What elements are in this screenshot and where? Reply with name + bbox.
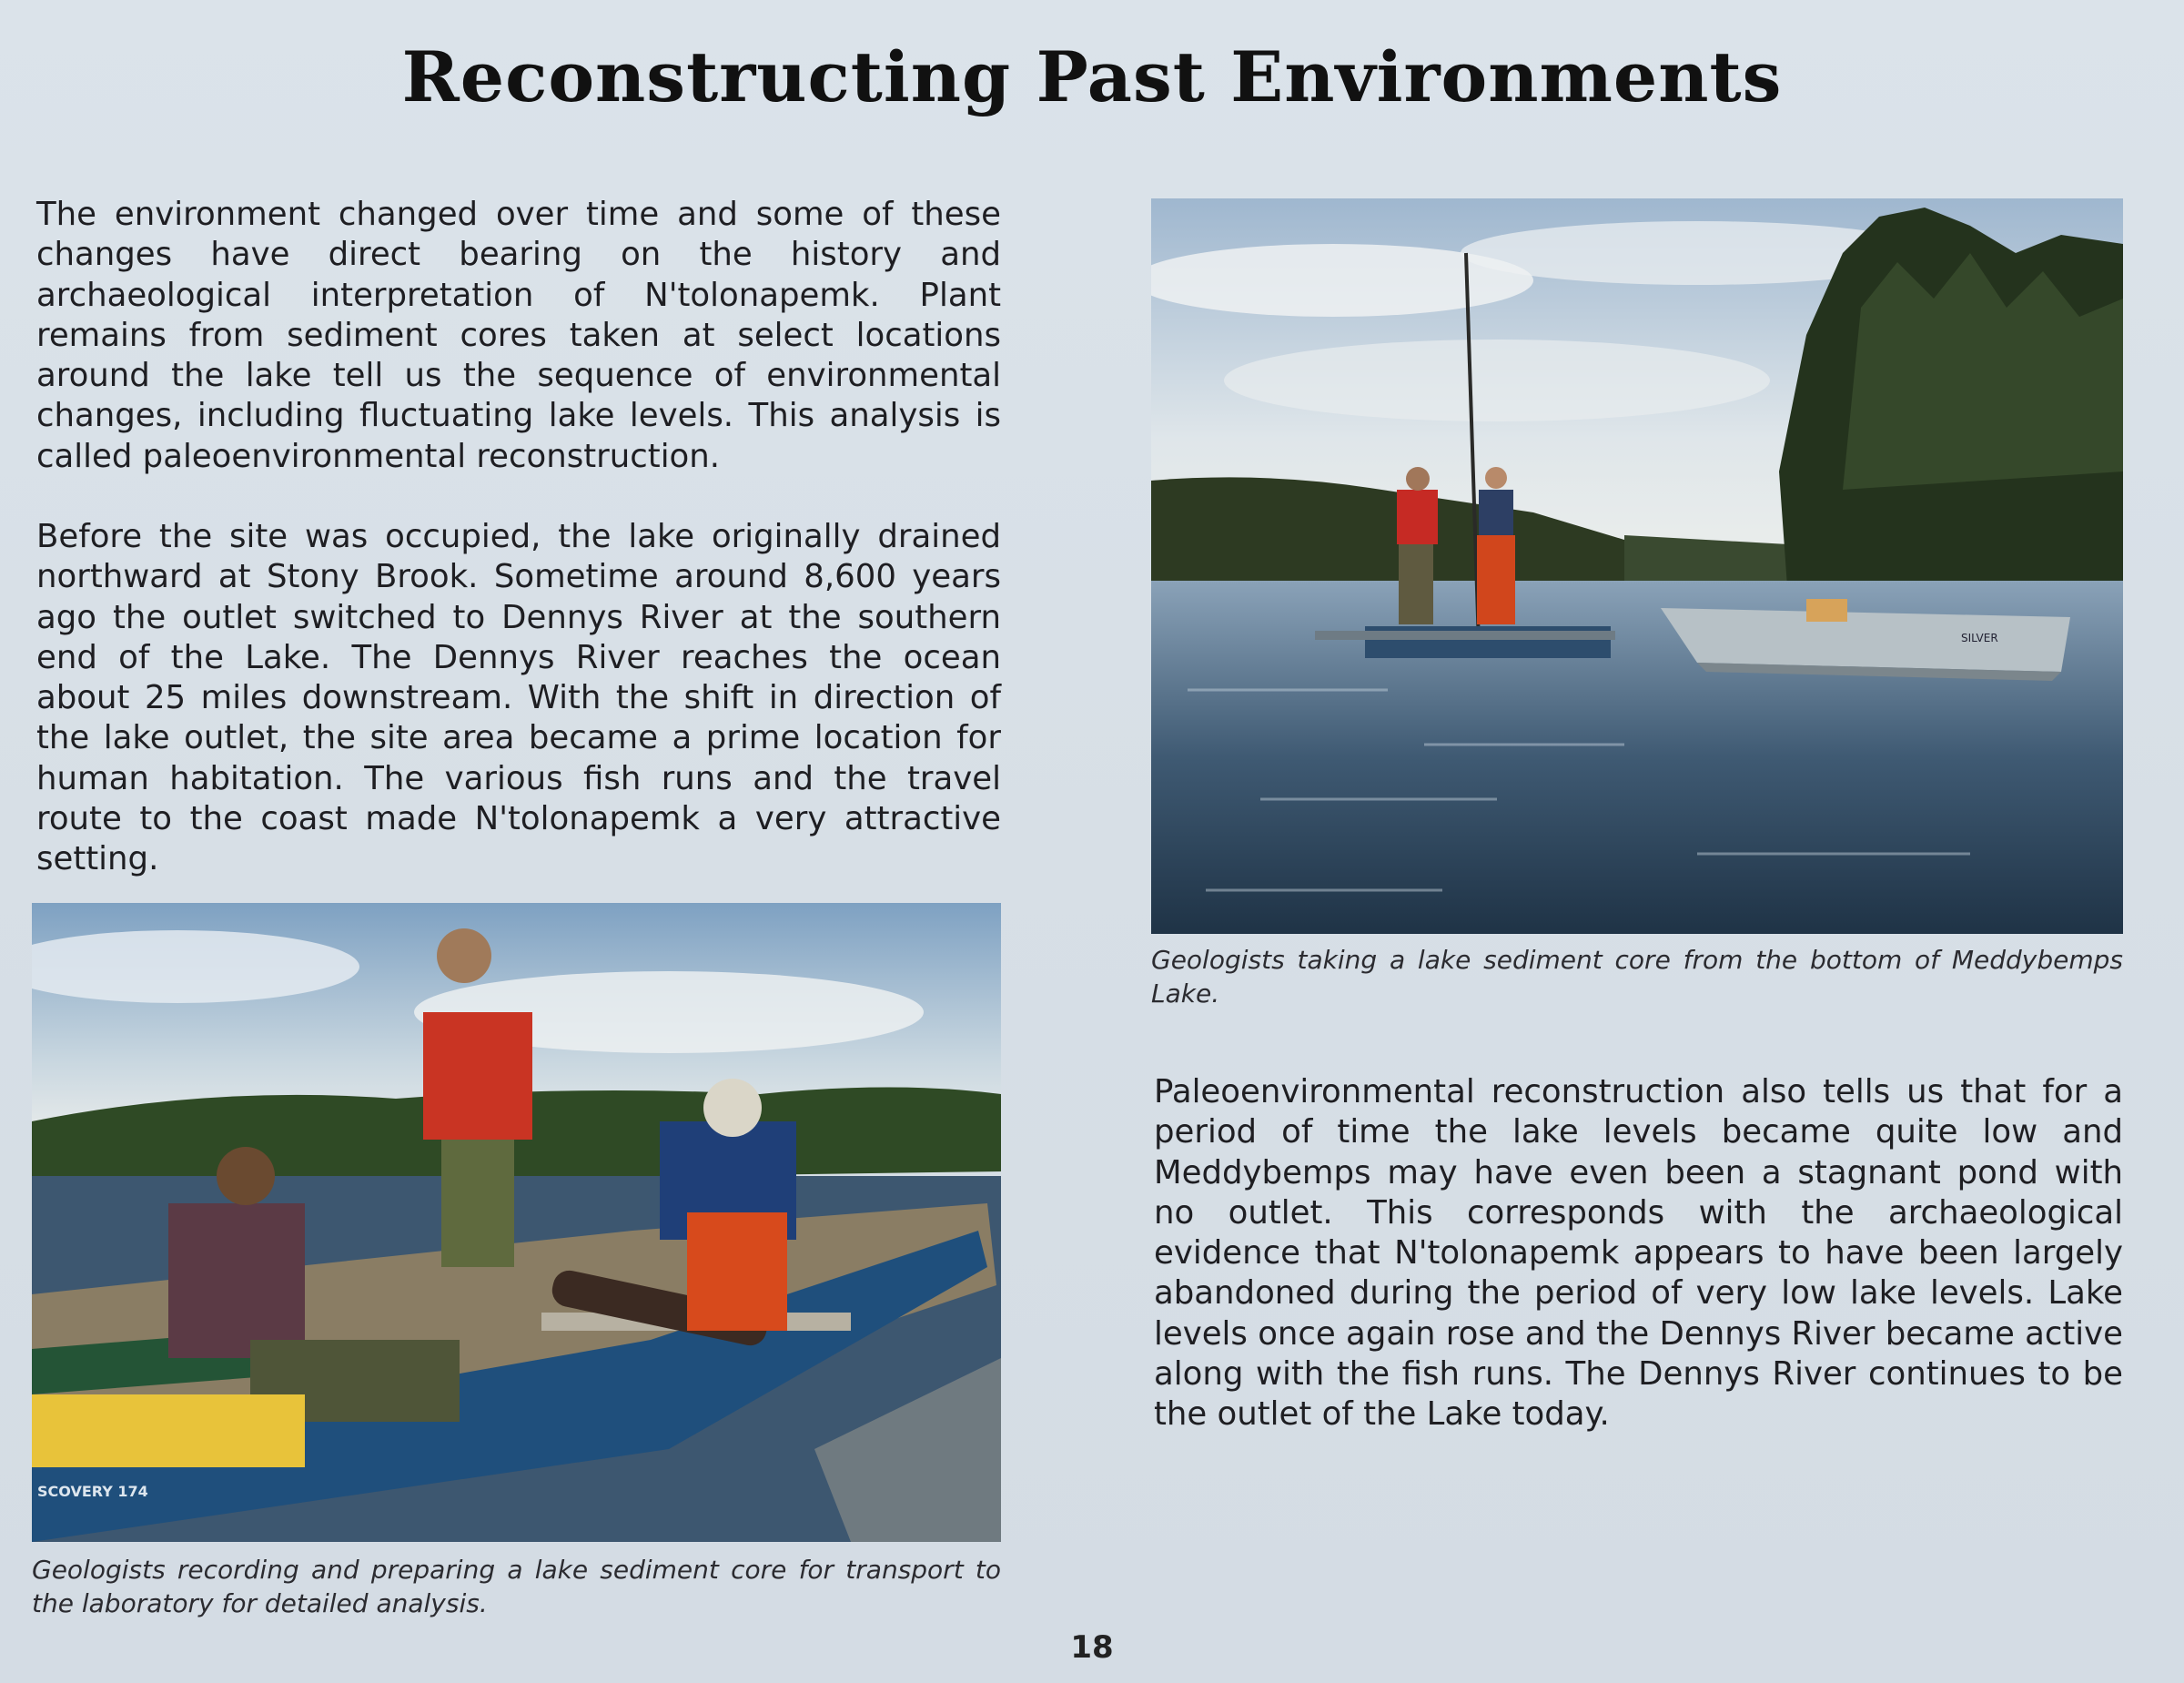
paragraph-environment-change: The environment changed over time and some of these changes have direct bearing on the history and archaeological interpretation of N'tolonapemk. Plant remains from sediment cores taken at select locations around the lake tell us the sequence of environmental changes, including fluctuating lake levels. This analysis is called paleoenvironmental reconstruction. <box>36 196 1001 475</box>
photo-lake-coring <box>1151 198 2123 934</box>
caption-lake-coring: Geologists taking a lake sediment core from the bottom of Meddybemps Lake. <box>1151 945 2123 1009</box>
paragraph-lake-outlet: Before the site was occupied, the lake originally drained northward at Stony Brook. Sometime around 8,600 years ago the outlet switched to Dennys River at the southern end of the Lake. The Dennys River reaches the ocean about 25 miles downstream. With the shift in direction of the lake outlet, the site area became a prime location for human habitation. The various fish runs and the travel route to the coast made N'tolonapemk a very attractive setting. <box>36 518 1001 878</box>
paragraph-low-lake-levels: Paleoenvironmental reconstruction also tells us that for a period of time the lake levels became quite low and Meddybemps may have even been a stagnant pond with no outlet. This corresponds with the archaeological evidence that N'tolonapemk appears to have been largely abandoned during the period of very low lake levels. Lake levels once again rose and the Dennys River became active along with the fish runs. The Dennys River continues to be the outlet of the Lake today. <box>1154 1073 2123 1434</box>
boat-label-silver: SILVER <box>1961 632 1998 644</box>
boat-label-discovery: SCOVERY 174 <box>37 1483 148 1500</box>
caption-core-preparation: Geologists recording and preparing a lake sediment core for transport to the laboratory for detailed analysis. <box>32 1555 1001 1618</box>
page-number: 18 <box>1070 1629 1114 1666</box>
photo-core-preparation <box>32 903 1001 1542</box>
page-title: Reconstructing Past Environments <box>401 36 1783 117</box>
